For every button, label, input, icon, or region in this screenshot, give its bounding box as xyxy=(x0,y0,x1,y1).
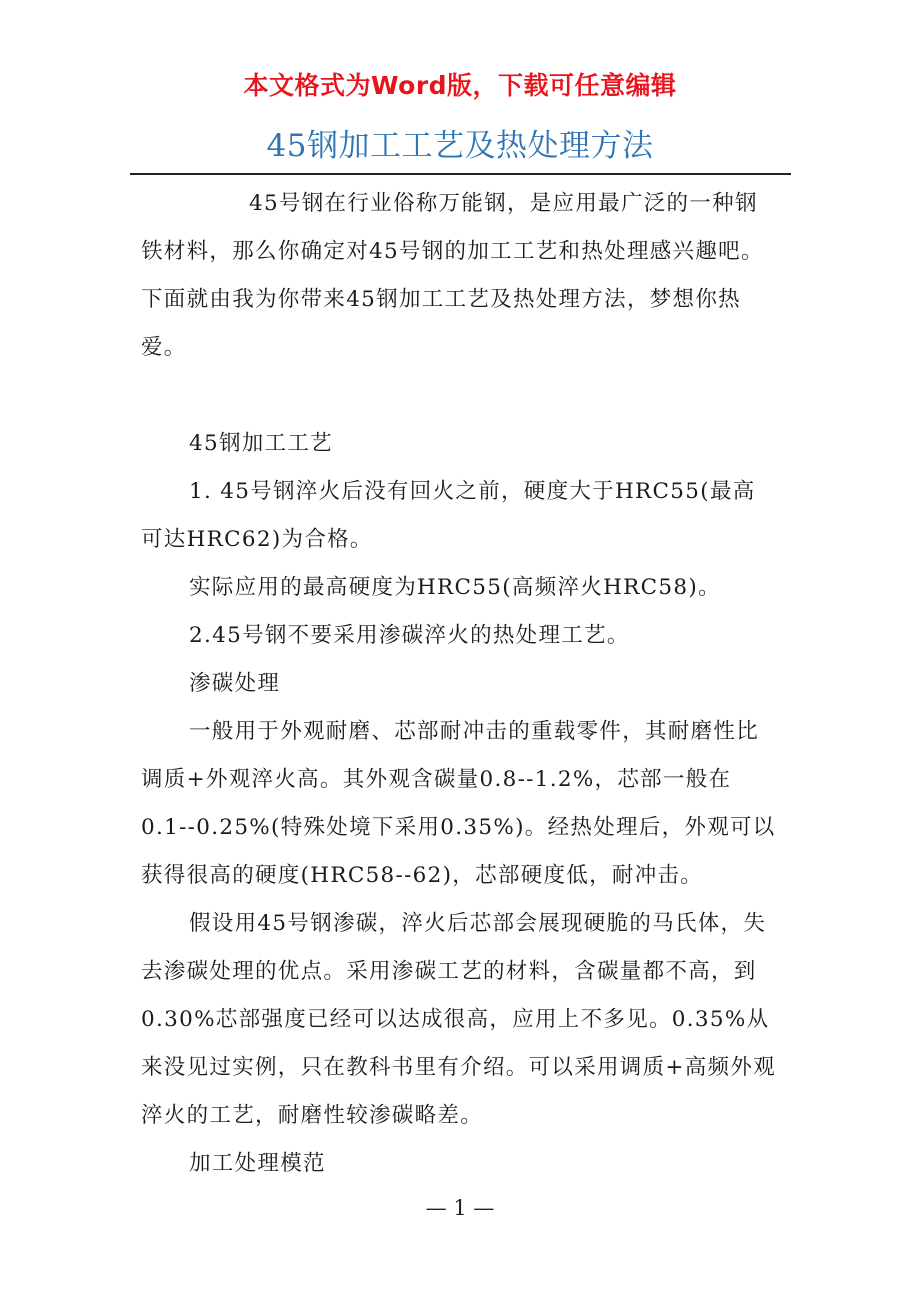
body-paragraph: 一般用于外观耐磨、芯部耐冲击的重载零件，其耐磨性比调质+外观淬火高。其外观含碳量0.8--1.2%，芯部一般在0.1--0.25%(特殊处境下采用0.35%)。经热处理后，外观可以获得很高的硬度(HRC58--62)，芯部硬度低，耐冲击。 xyxy=(141,719,776,888)
intro-paragraph: 45号钢在行业俗称万能钢，是应用最广泛的一种钢铁材料，那么你确定对45号钢的加工工艺和热处理感兴趣吧。下面就由我为你带来45钢加工工艺及热处理方法，梦想你热爱。 xyxy=(141,191,764,360)
page-number: — 1 — xyxy=(425,1196,495,1220)
title-divider xyxy=(130,173,791,175)
body-paragraph: 假设用45号钢渗碳，淬火后芯部会展现硬脆的马氏体，失去渗碳处理的优点。采用渗碳工艺的材料，含碳量都不高，到0.30%芯部强度已经可以达成很高，应用上不多见。0.35%从来没见过实例，只在教科书里有介绍。可以采用调质+高频外观淬火的工艺，耐磨性较渗碳略差。 xyxy=(141,911,776,1128)
document-body xyxy=(141,180,777,1188)
document-title: 45钢加工工艺及热处理方法 xyxy=(266,128,654,164)
section-heading-processing: 45钢加工工艺 xyxy=(189,431,333,456)
body-paragraph: 实际应用的最高硬度为HRC55(高频淬火HRC58)。 xyxy=(189,575,721,600)
body-paragraph: 2.45号钢不要采用渗碳淬火的热处理工艺。 xyxy=(189,623,630,648)
format-notice-banner: 本文格式为Word版，下载可任意编辑 xyxy=(243,71,677,100)
section-heading-carburizing: 渗碳处理 xyxy=(189,671,281,696)
body-paragraph: 1. 45号钢淬火后没有回火之前，硬度大于HRC55(最高可达HRC62)为合格。 xyxy=(141,479,756,552)
section-heading-processing-example: 加工处理模范 xyxy=(189,1151,326,1176)
